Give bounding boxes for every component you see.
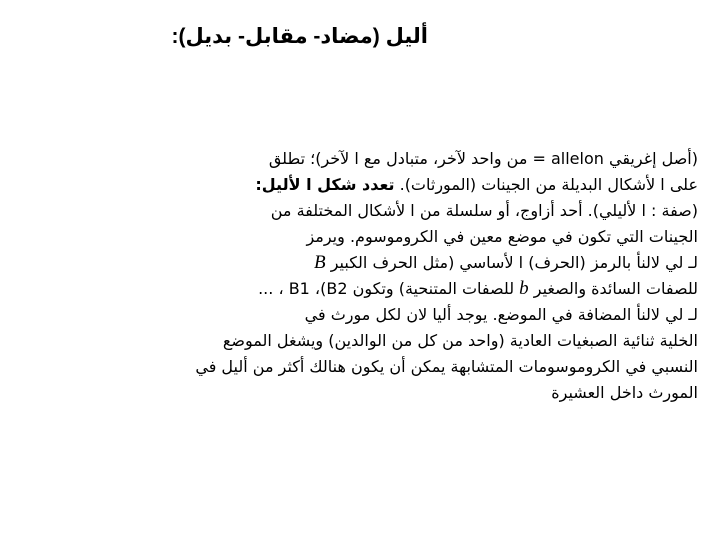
paragraph-line-2-text: على ا لأشكال البديلة من الجينات (المورثات). (394, 175, 698, 194)
paragraph-line-9: النسبي في الكروموسومات المتشابهة يمكن أن يكون هنالك أكثر من أليل في (195, 357, 698, 376)
paragraph-line-7: لـ لي لالنأ المضافة في الموضع. يوجد أليا لان لكل مورث في (304, 305, 698, 324)
paragraph-line-6 (44, 276, 698, 302)
paragraph-line-6-text-b: للصفات المتنحية) وتكون B1 ،(B2 ، ... (258, 279, 520, 298)
paragraph-line-2 (44, 172, 698, 198)
paragraph-line-3: (صفة : ا لأليلي). أحد أزاوج، أو سلسلة من ا لأشكال المختلفة من (270, 201, 698, 220)
slide-title: أليل (مضاد- مقابل- بديل): (171, 25, 428, 48)
paragraph-line-6-text-a: للصفات السائدة والصغير (528, 279, 698, 298)
paragraph-line-5-text: لـ لي لالنأ بالرمز (الحرف) ا لأساسي (مثل الحرف الكبير (325, 253, 698, 272)
polymorphism-term: تعدد شكل ا لأليل: (255, 175, 395, 194)
paragraph-line-5 (44, 250, 698, 276)
paragraph-line-4: الجينات التي تكون في موضع معين في الكروموسوم. ويرمز (306, 227, 698, 246)
dominant-symbol: B (314, 252, 326, 273)
definition-paragraph (44, 146, 698, 406)
paragraph-line-1: (أصل إغريقي allelon = من واحد لآخر، متبادل مع ا لآخر)؛ تطلق (268, 149, 698, 168)
paragraph-line-10: المورث داخل العشيرة (551, 383, 698, 402)
recessive-symbol: b (519, 278, 529, 299)
paragraph-line-8: الخلية ثنائية الصبغيات العادية (واحد من كل من الوالدين) ويشغل الموضع (222, 331, 698, 350)
